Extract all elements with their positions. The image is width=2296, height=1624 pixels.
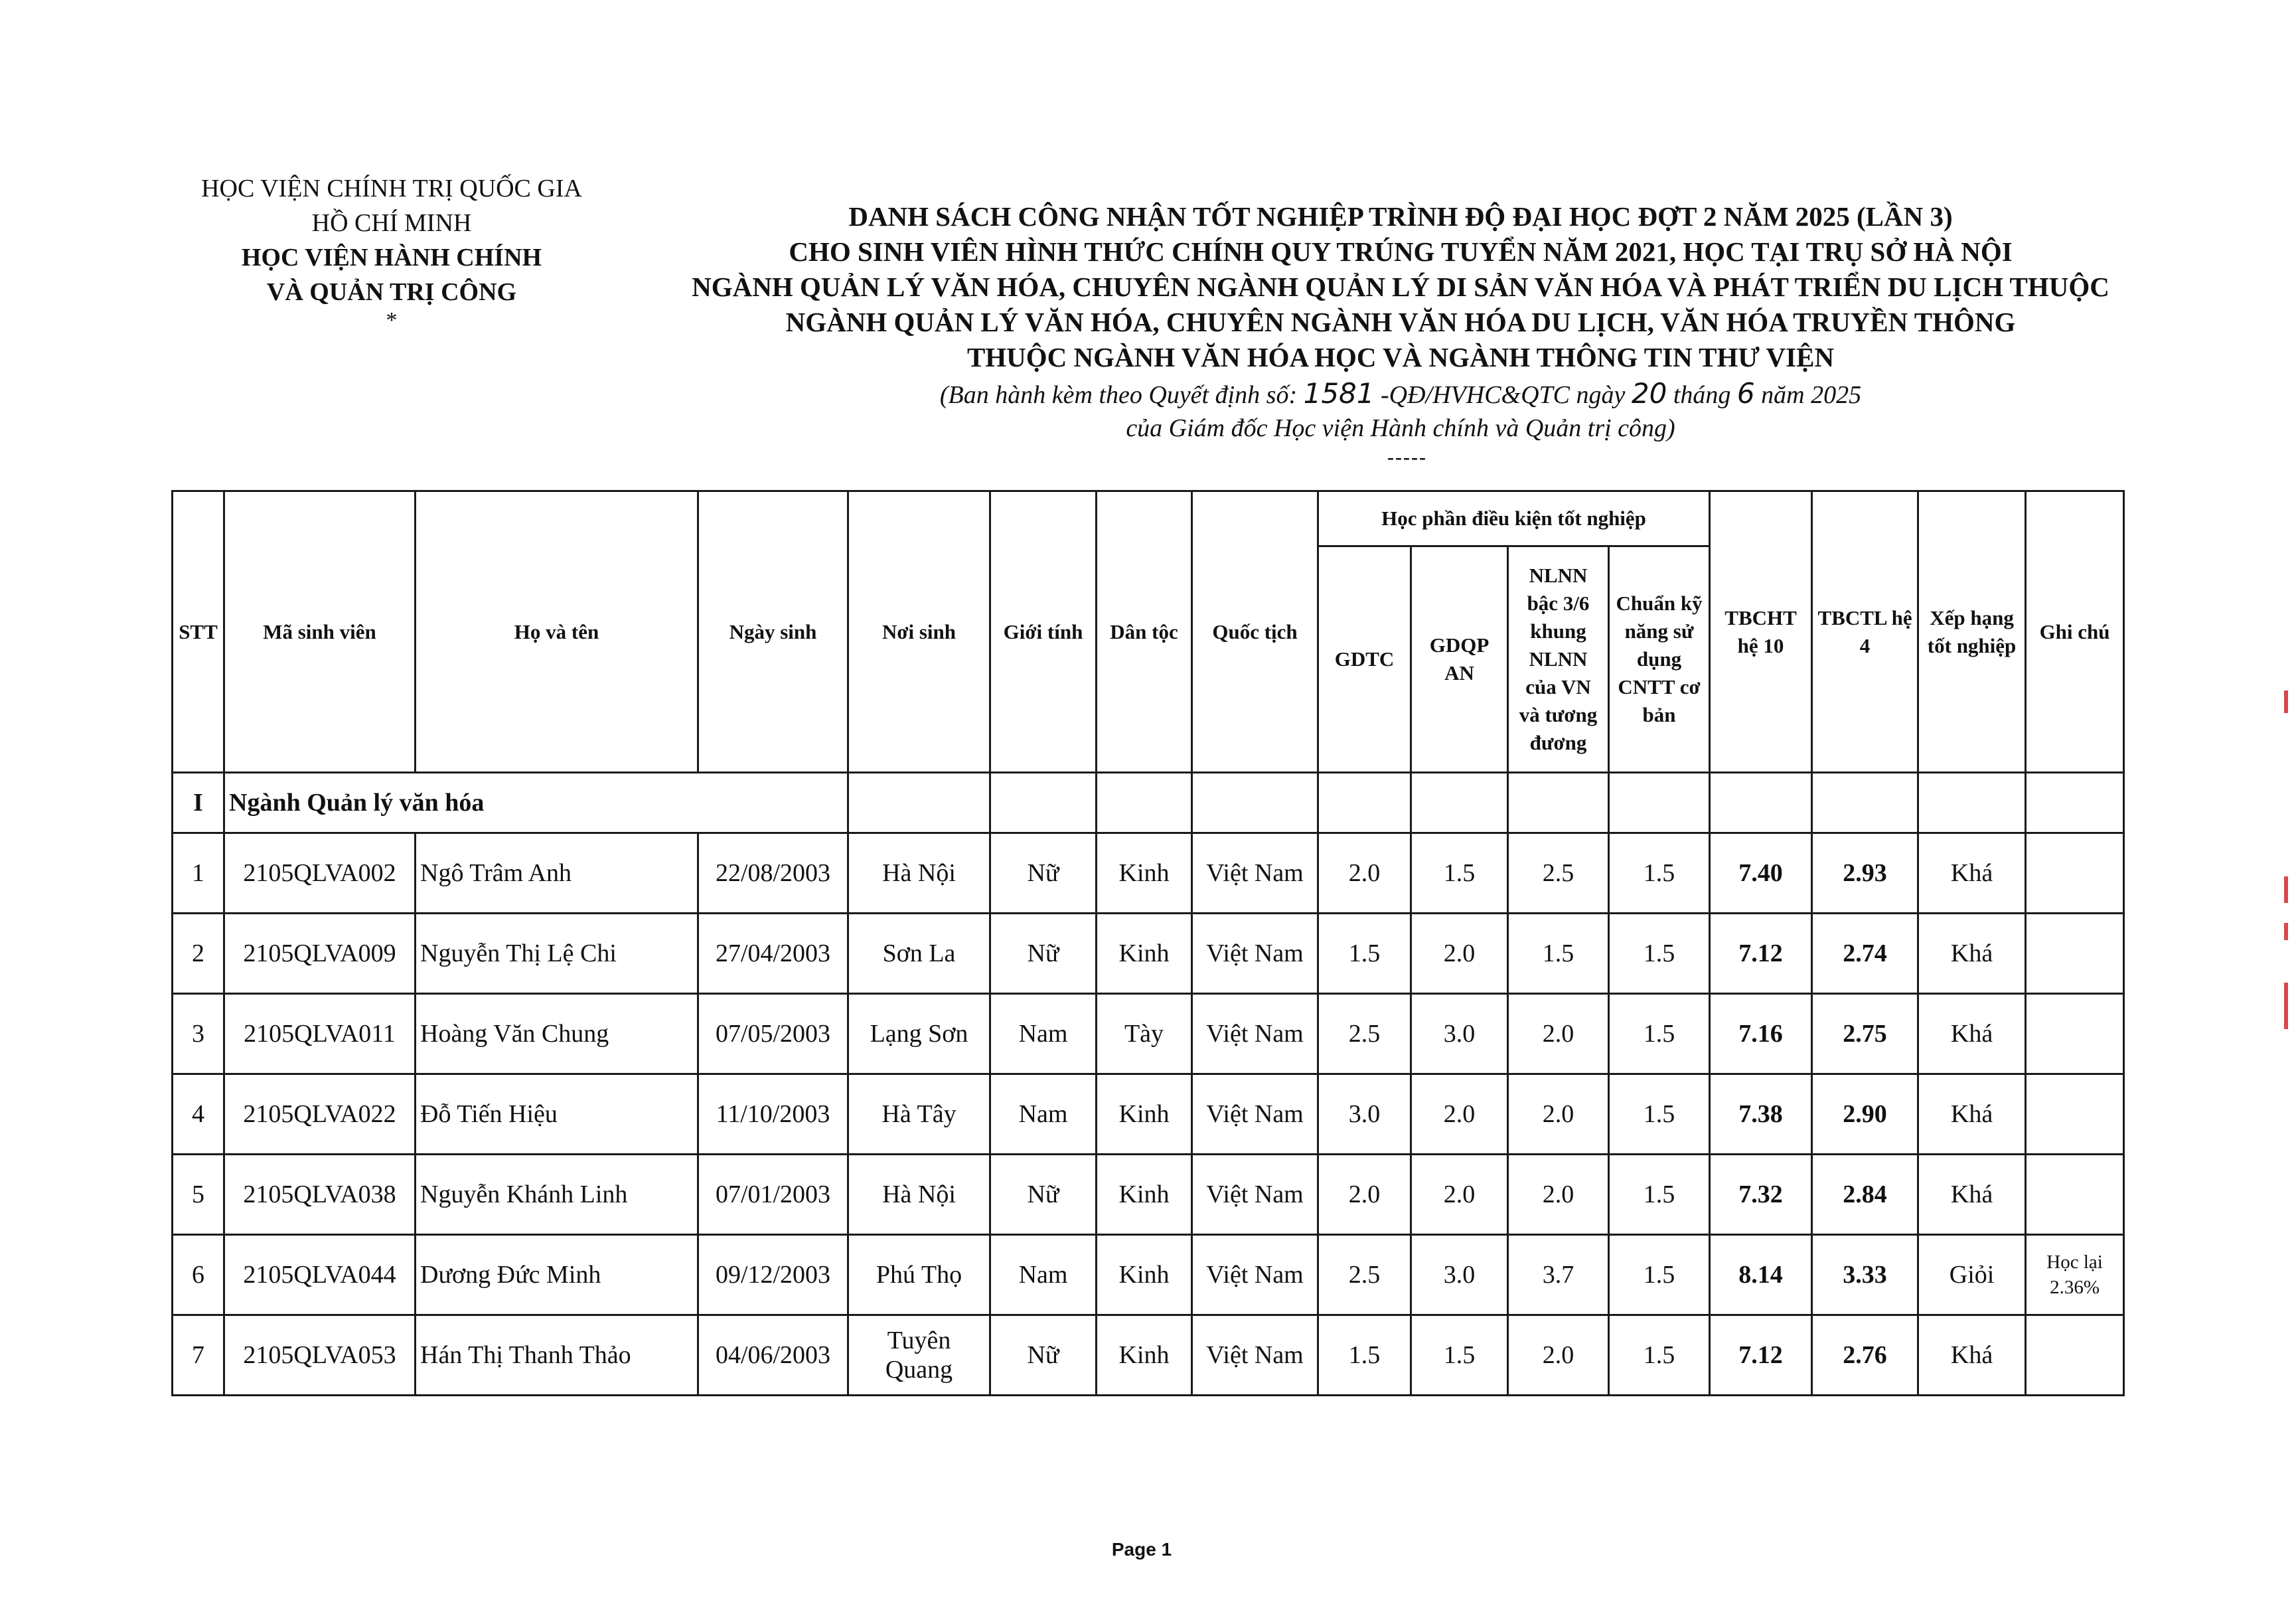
cell-nlnn: 2.0 bbox=[1508, 1155, 1609, 1235]
header-graduation-rank: Xếp hạng tốt nghiệp bbox=[1918, 491, 2026, 773]
header-cntt: Chuẩn kỹ năng sử dụng CNTT cơ bản bbox=[1609, 546, 1710, 773]
cell-gender: Nam bbox=[990, 1235, 1097, 1315]
header-note: Ghi chú bbox=[2026, 491, 2124, 773]
empty-cell bbox=[1918, 773, 2026, 833]
cell-nationality: Việt Nam bbox=[1192, 1074, 1318, 1155]
cell-birthplace: Hà Nội bbox=[848, 1155, 990, 1235]
cell-gdqp: 3.0 bbox=[1411, 1235, 1508, 1315]
cell-gdtc: 2.0 bbox=[1318, 1155, 1411, 1235]
cell-gender: Nữ bbox=[990, 833, 1097, 914]
cell-graduation-rank: Khá bbox=[1918, 1074, 2026, 1155]
cell-gender: Nữ bbox=[990, 914, 1097, 994]
header-tbcht: TBCHT hệ 10 bbox=[1710, 491, 1812, 773]
section-row bbox=[173, 773, 2124, 833]
cell-date-of-birth: 07/05/2003 bbox=[698, 994, 848, 1074]
table-body bbox=[173, 773, 2124, 1396]
decree-line-1 bbox=[797, 377, 2005, 412]
cell-tbcht: 7.38 bbox=[1710, 1074, 1812, 1155]
cell-nationality: Việt Nam bbox=[1192, 914, 1318, 994]
cell-student-id: 2105QLVA002 bbox=[224, 833, 416, 914]
cell-tbctl: 2.74 bbox=[1812, 914, 1918, 994]
scan-edge-mark bbox=[2284, 876, 2288, 903]
cell-tbcht: 7.32 bbox=[1710, 1155, 1812, 1235]
cell-gdqp: 2.0 bbox=[1411, 1074, 1508, 1155]
cell-gdtc: 2.0 bbox=[1318, 833, 1411, 914]
cell-nlnn: 2.0 bbox=[1508, 1315, 1609, 1396]
cell-cntt: 1.5 bbox=[1609, 1315, 1710, 1396]
cell-tbctl: 2.84 bbox=[1812, 1155, 1918, 1235]
cell-birthplace: Hà Tây bbox=[848, 1074, 990, 1155]
cell-birthplace: Sơn La bbox=[848, 914, 990, 994]
cell-nationality: Việt Nam bbox=[1192, 1155, 1318, 1235]
cell-gender: Nam bbox=[990, 994, 1097, 1074]
cell-tbctl: 2.75 bbox=[1812, 994, 1918, 1074]
cell-gdtc: 1.5 bbox=[1318, 1315, 1411, 1396]
issuing-organization bbox=[199, 171, 584, 332]
empty-cell bbox=[1411, 773, 1508, 833]
cell-birthplace: Hà Nội bbox=[848, 833, 990, 914]
org-line-4: VÀ QUẢN TRỊ CÔNG bbox=[266, 278, 517, 306]
scan-edge-mark bbox=[2284, 923, 2288, 940]
section-numeral: I bbox=[173, 773, 224, 833]
decree-mid-3: năm 2025 bbox=[1761, 381, 1862, 409]
cell-graduation-rank: Giỏi bbox=[1918, 1235, 2026, 1315]
cell-nlnn: 2.0 bbox=[1508, 1074, 1609, 1155]
cell-gdtc: 1.5 bbox=[1318, 914, 1411, 994]
empty-cell bbox=[1609, 773, 1710, 833]
cell-note bbox=[2026, 994, 2124, 1074]
header-graduation-conditions: Học phần điều kiện tốt nghiệp bbox=[1318, 491, 1710, 546]
empty-cell bbox=[1192, 773, 1318, 833]
section-label: Ngành Quản lý văn hóa bbox=[224, 773, 848, 833]
cell-gdqp: 1.5 bbox=[1411, 833, 1508, 914]
cell-gender: Nam bbox=[990, 1074, 1097, 1155]
header-date-of-birth: Ngày sinh bbox=[698, 491, 848, 773]
org-line-3: HỌC VIỆN HÀNH CHÍNH bbox=[241, 244, 542, 272]
empty-cell bbox=[1812, 773, 1918, 833]
cell-nationality: Việt Nam bbox=[1192, 994, 1318, 1074]
cell-student-id: 2105QLVA011 bbox=[224, 994, 416, 1074]
cell-ethnicity: Kinh bbox=[1097, 1074, 1192, 1155]
table-row bbox=[173, 994, 2124, 1074]
cell-stt: 7 bbox=[173, 1315, 224, 1396]
cell-cntt: 1.5 bbox=[1609, 1074, 1710, 1155]
table-row bbox=[173, 1155, 2124, 1235]
table-row bbox=[173, 914, 2124, 994]
cell-ethnicity: Kinh bbox=[1097, 1155, 1192, 1235]
header-stt: STT bbox=[173, 491, 224, 773]
decree-month: 6 bbox=[1736, 377, 1755, 410]
cell-student-id: 2105QLVA022 bbox=[224, 1074, 416, 1155]
title-line-3: NGÀNH QUẢN LÝ VĂN HÓA, CHUYÊN NGÀNH QUẢN LÝ DI SẢN VĂN HÓA VÀ PHÁT TRIỂN DU LỊCH THUỘC bbox=[692, 272, 2109, 302]
cell-tbctl: 2.76 bbox=[1812, 1315, 1918, 1396]
cell-nationality: Việt Nam bbox=[1192, 833, 1318, 914]
cell-note bbox=[2026, 1315, 2124, 1396]
cell-date-of-birth: 09/12/2003 bbox=[698, 1235, 848, 1315]
cell-note bbox=[2026, 1155, 2124, 1235]
cell-gdqp: 3.0 bbox=[1411, 994, 1508, 1074]
cell-date-of-birth: 27/04/2003 bbox=[698, 914, 848, 994]
header-birthplace: Nơi sinh bbox=[848, 491, 990, 773]
cell-tbcht: 7.16 bbox=[1710, 994, 1812, 1074]
decree-reference bbox=[797, 377, 2005, 445]
page-number: Page 1 bbox=[1111, 1539, 1172, 1560]
cell-stt: 5 bbox=[173, 1155, 224, 1235]
cell-graduation-rank: Khá bbox=[1918, 994, 2026, 1074]
cell-full-name: Dương Đức Minh bbox=[416, 1235, 698, 1315]
cell-student-id: 2105QLVA044 bbox=[224, 1235, 416, 1315]
table-row bbox=[173, 1074, 2124, 1155]
table-header bbox=[173, 491, 2124, 773]
header-student-id: Mã sinh viên bbox=[224, 491, 416, 773]
cell-note bbox=[2026, 914, 2124, 994]
header-full-name: Họ và tên bbox=[416, 491, 698, 773]
cell-full-name: Đỗ Tiến Hiệu bbox=[416, 1074, 698, 1155]
cell-nlnn: 2.0 bbox=[1508, 994, 1609, 1074]
header-nationality: Quốc tịch bbox=[1192, 491, 1318, 773]
cell-cntt: 1.5 bbox=[1609, 994, 1710, 1074]
cell-full-name: Nguyễn Khánh Linh bbox=[416, 1155, 698, 1235]
header-gdtc: GDTC bbox=[1318, 546, 1411, 773]
cell-nationality: Việt Nam bbox=[1192, 1315, 1318, 1396]
cell-gdtc: 2.5 bbox=[1318, 994, 1411, 1074]
cell-birthplace: Tuyên Quang bbox=[848, 1315, 990, 1396]
cell-full-name: Hán Thị Thanh Thảo bbox=[416, 1315, 698, 1396]
cell-ethnicity: Tày bbox=[1097, 994, 1192, 1074]
decree-mid-2: tháng bbox=[1673, 381, 1731, 409]
cell-graduation-rank: Khá bbox=[1918, 1315, 2026, 1396]
title-line-4: NGÀNH QUẢN LÝ VĂN HÓA, CHUYÊN NGÀNH VĂN HÓA DU LỊCH, VĂN HÓA TRUYỀN THÔNG bbox=[785, 307, 2016, 337]
cell-gender: Nữ bbox=[990, 1315, 1097, 1396]
cell-graduation-rank: Khá bbox=[1918, 1155, 2026, 1235]
decree-number: 1581 bbox=[1303, 377, 1375, 410]
graduation-table bbox=[171, 490, 2125, 1396]
cell-student-id: 2105QLVA038 bbox=[224, 1155, 416, 1235]
cell-nlnn: 3.7 bbox=[1508, 1235, 1609, 1315]
cell-cntt: 1.5 bbox=[1609, 1235, 1710, 1315]
document-title bbox=[677, 199, 2124, 375]
empty-cell bbox=[1097, 773, 1192, 833]
empty-cell bbox=[1318, 773, 1411, 833]
cell-gdqp: 2.0 bbox=[1411, 1155, 1508, 1235]
cell-full-name: Ngô Trâm Anh bbox=[416, 833, 698, 914]
cell-ethnicity: Kinh bbox=[1097, 1315, 1192, 1396]
cell-ethnicity: Kinh bbox=[1097, 914, 1192, 994]
cell-tbctl: 3.33 bbox=[1812, 1235, 1918, 1315]
title-separator: ----- bbox=[1387, 446, 1427, 468]
cell-cntt: 1.5 bbox=[1609, 1155, 1710, 1235]
cell-nationality: Việt Nam bbox=[1192, 1235, 1318, 1315]
cell-date-of-birth: 04/06/2003 bbox=[698, 1315, 848, 1396]
org-star: * bbox=[386, 308, 398, 333]
cell-stt: 4 bbox=[173, 1074, 224, 1155]
cell-cntt: 1.5 bbox=[1609, 833, 1710, 914]
cell-full-name: Hoàng Văn Chung bbox=[416, 994, 698, 1074]
scan-edge-mark bbox=[2284, 690, 2288, 713]
cell-tbcht: 7.12 bbox=[1710, 1315, 1812, 1396]
cell-date-of-birth: 11/10/2003 bbox=[698, 1074, 848, 1155]
empty-cell bbox=[848, 773, 990, 833]
cell-nlnn: 1.5 bbox=[1508, 914, 1609, 994]
table-row bbox=[173, 833, 2124, 914]
empty-cell bbox=[1710, 773, 1812, 833]
cell-cntt: 1.5 bbox=[1609, 914, 1710, 994]
cell-stt: 3 bbox=[173, 994, 224, 1074]
cell-gdtc: 2.5 bbox=[1318, 1235, 1411, 1315]
empty-cell bbox=[2026, 773, 2124, 833]
cell-birthplace: Lạng Sơn bbox=[848, 994, 990, 1074]
decree-prefix: (Ban hành kèm theo Quyết định số: bbox=[939, 381, 1298, 409]
cell-stt: 6 bbox=[173, 1235, 224, 1315]
cell-graduation-rank: Khá bbox=[1918, 914, 2026, 994]
decree-line-2: của Giám đốc Học viện Hành chính và Quản trị công) bbox=[1126, 414, 1675, 442]
title-line-1: DANH SÁCH CÔNG NHẬN TỐT NGHIỆP TRÌNH ĐỘ ĐẠI HỌC ĐỢT 2 NĂM 2025 (LẦN 3) bbox=[848, 201, 1953, 232]
header-tbctl: TBCTL hệ 4 bbox=[1812, 491, 1918, 773]
title-line-2: CHO SINH VIÊN HÌNH THỨC CHÍNH QUY TRÚNG TUYỂN NĂM 2021, HỌC TẠI TRỤ SỞ HÀ NỘI bbox=[789, 236, 2013, 267]
cell-ethnicity: Kinh bbox=[1097, 833, 1192, 914]
decree-mid-1: -QĐ/HVHC&QTC ngày bbox=[1381, 381, 1626, 409]
cell-note bbox=[2026, 833, 2124, 914]
cell-ethnicity: Kinh bbox=[1097, 1235, 1192, 1315]
table-row bbox=[173, 1315, 2124, 1396]
header-gender: Giới tính bbox=[990, 491, 1097, 773]
table-row bbox=[173, 1235, 2124, 1315]
header-nlnn: NLNN bậc 3/6 khung NLNN của VN và tương đương bbox=[1508, 546, 1609, 773]
cell-gdtc: 3.0 bbox=[1318, 1074, 1411, 1155]
scan-edge-mark bbox=[2284, 983, 2288, 1029]
cell-note: Học lại 2.36% bbox=[2026, 1235, 2124, 1315]
empty-cell bbox=[990, 773, 1097, 833]
cell-graduation-rank: Khá bbox=[1918, 833, 2026, 914]
org-line-1: HỌC VIỆN CHÍNH TRỊ QUỐC GIA bbox=[201, 175, 582, 203]
empty-cell bbox=[1508, 773, 1609, 833]
cell-gdqp: 2.0 bbox=[1411, 914, 1508, 994]
cell-note bbox=[2026, 1074, 2124, 1155]
cell-nlnn: 2.5 bbox=[1508, 833, 1609, 914]
cell-tbcht: 7.12 bbox=[1710, 914, 1812, 994]
title-line-5: THUỘC NGÀNH VĂN HÓA HỌC VÀ NGÀNH THÔNG TIN THƯ VIỆN bbox=[966, 342, 1835, 372]
cell-student-id: 2105QLVA053 bbox=[224, 1315, 416, 1396]
cell-tbctl: 2.90 bbox=[1812, 1074, 1918, 1155]
cell-birthplace: Phú Thọ bbox=[848, 1235, 990, 1315]
header-gdqp: GDQP AN bbox=[1411, 546, 1508, 773]
cell-stt: 2 bbox=[173, 914, 224, 994]
cell-date-of-birth: 07/01/2003 bbox=[698, 1155, 848, 1235]
cell-student-id: 2105QLVA009 bbox=[224, 914, 416, 994]
decree-day: 20 bbox=[1631, 377, 1667, 410]
header-ethnicity: Dân tộc bbox=[1097, 491, 1192, 773]
cell-tbctl: 2.93 bbox=[1812, 833, 1918, 914]
cell-tbcht: 8.14 bbox=[1710, 1235, 1812, 1315]
cell-full-name: Nguyễn Thị Lệ Chi bbox=[416, 914, 698, 994]
cell-stt: 1 bbox=[173, 833, 224, 914]
org-line-2: HỒ CHÍ MINH bbox=[311, 209, 472, 237]
cell-gender: Nữ bbox=[990, 1155, 1097, 1235]
cell-tbcht: 7.40 bbox=[1710, 833, 1812, 914]
cell-date-of-birth: 22/08/2003 bbox=[698, 833, 848, 914]
cell-gdqp: 1.5 bbox=[1411, 1315, 1508, 1396]
